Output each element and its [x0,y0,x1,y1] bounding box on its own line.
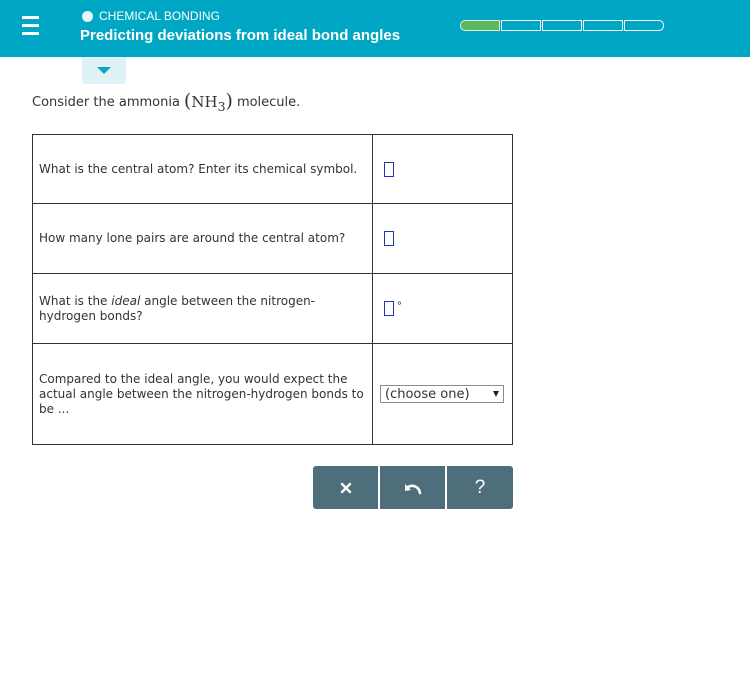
chevron-down-icon [97,67,111,74]
question-prompt [32,90,300,114]
help-icon: ? [474,476,486,498]
table-row [33,135,513,204]
formula-text: NH [191,93,218,111]
formula-subscript: 3 [217,99,226,114]
header-bar [0,0,750,57]
chemical-formula: $(NH_3)$ [183,90,233,114]
topic-text: CHEMICAL BONDING [99,9,220,23]
lone-pairs-input[interactable] [384,231,394,246]
question-table [32,134,513,445]
progress-segment [501,20,541,31]
table-row [33,204,513,274]
progress-bar [460,20,665,30]
question-text: What is the central atom? Enter its chemical symbol. [33,135,373,204]
undo-button[interactable] [380,466,447,509]
prompt-after: molecule. [236,94,301,110]
degree-unit: ° [397,301,402,312]
menu-icon[interactable] [0,0,60,57]
progress-segment [583,20,623,31]
select-value: (choose one) [385,386,470,402]
ideal-angle-input[interactable] [384,301,394,316]
help-button[interactable] [447,466,513,509]
table-row [33,274,513,344]
question-text: What is the ideal angle between the nitrogen-hydrogen bonds? [33,274,373,344]
topic-label [82,9,220,23]
close-icon [339,481,353,495]
clear-button[interactable] [313,466,380,509]
action-bar [313,466,513,509]
undo-icon [403,481,423,495]
table-row [33,344,513,445]
central-atom-input[interactable] [384,162,394,177]
question-text: How many lone pairs are around the central atom? [33,204,373,274]
progress-segment [624,20,664,31]
prompt-before: Consider the ammonia [32,94,180,110]
progress-segment [460,20,500,31]
dropdown-arrow-icon [493,391,499,397]
topic-dot-icon [82,11,93,22]
expand-toggle-button[interactable] [82,57,126,84]
progress-segment [542,20,582,31]
page-title: Predicting deviations from ideal bond angles [80,27,401,44]
question-text: Compared to the ideal angle, you would expect the actual angle between the nitrogen-hydrogen bonds to be ... [33,344,373,445]
angle-comparison-select[interactable] [380,385,504,403]
